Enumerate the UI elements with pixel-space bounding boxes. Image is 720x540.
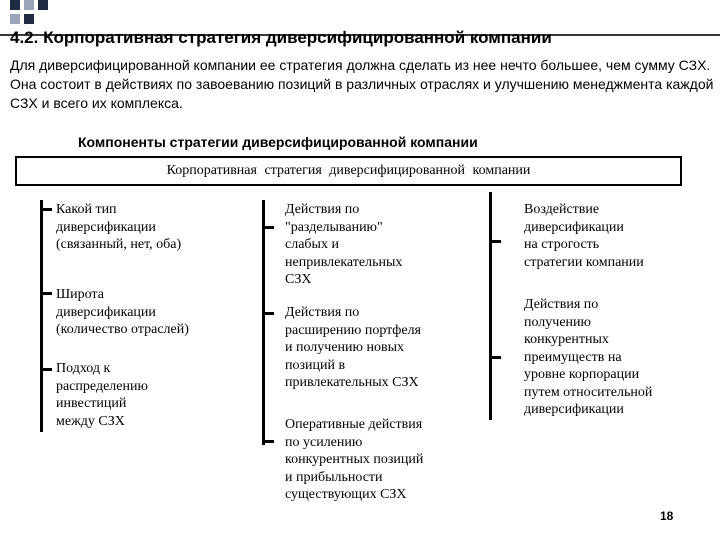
page-title: 4.2. Корпоративная стратегия диверсифицированной компании [10, 28, 552, 47]
corporate-strategy-label: Корпоративная стратегия диверсифицированной компании [166, 163, 531, 178]
middle-connector-line [262, 200, 265, 445]
middle-tick-2 [262, 312, 274, 315]
left-connector-line [40, 200, 43, 432]
left-tick-1 [40, 208, 52, 211]
middle-item-1: Действия по "разделыванию" слабых и непривлекательных СЗХ [285, 202, 403, 287]
page-number: 18 [660, 509, 674, 523]
right-tick-2 [489, 356, 501, 359]
left-item-3: Подход к распределению инвестиций между СЗХ [56, 361, 148, 429]
decor-square-dark-3 [24, 14, 34, 24]
middle-tick-1 [262, 226, 274, 229]
corporate-strategy-box [15, 156, 682, 186]
decor-square-dark-2 [38, 0, 48, 10]
right-item-2: Действия по получению конкурентных преимуществ на уровне корпорации путем относительной диверсификации [524, 297, 653, 417]
decor-square-light [24, 0, 34, 10]
right-connector-line [489, 192, 492, 420]
right-item-1: Воздействие диверсификации на строгость стратегии компании [524, 202, 644, 270]
left-item-2: Широта диверсификации (количество отраслей) [56, 287, 189, 337]
intro-text: Для диверсифицированной компании ее стратегия должна сделать из нее нечто большее, чем сумму СЗХ. Она состоит в действиях по завоеванию позиций в различных отраслях и улучшению менеджмента каждой СЗХ и всего их комплекса. [10, 57, 714, 111]
left-tick-2 [40, 292, 52, 295]
left-item-1: Какой тип диверсификации (связанный, нет, оба) [56, 202, 182, 252]
middle-tick-3 [262, 440, 274, 443]
middle-item-3: Оперативные действия по усилению конкурентных позиций и прибыльности существующих СЗХ [285, 417, 424, 502]
diagram-subtitle: Компоненты стратегии диверсифицированной компании [78, 134, 478, 150]
left-tick-3 [40, 368, 52, 371]
middle-item-2: Действия по расширению портфеля и получению новых позиций в привлекательных СЗХ [285, 305, 421, 390]
decor-square-light-2 [10, 14, 20, 24]
right-tick-1 [489, 240, 501, 243]
decor-square-dark [10, 0, 20, 10]
